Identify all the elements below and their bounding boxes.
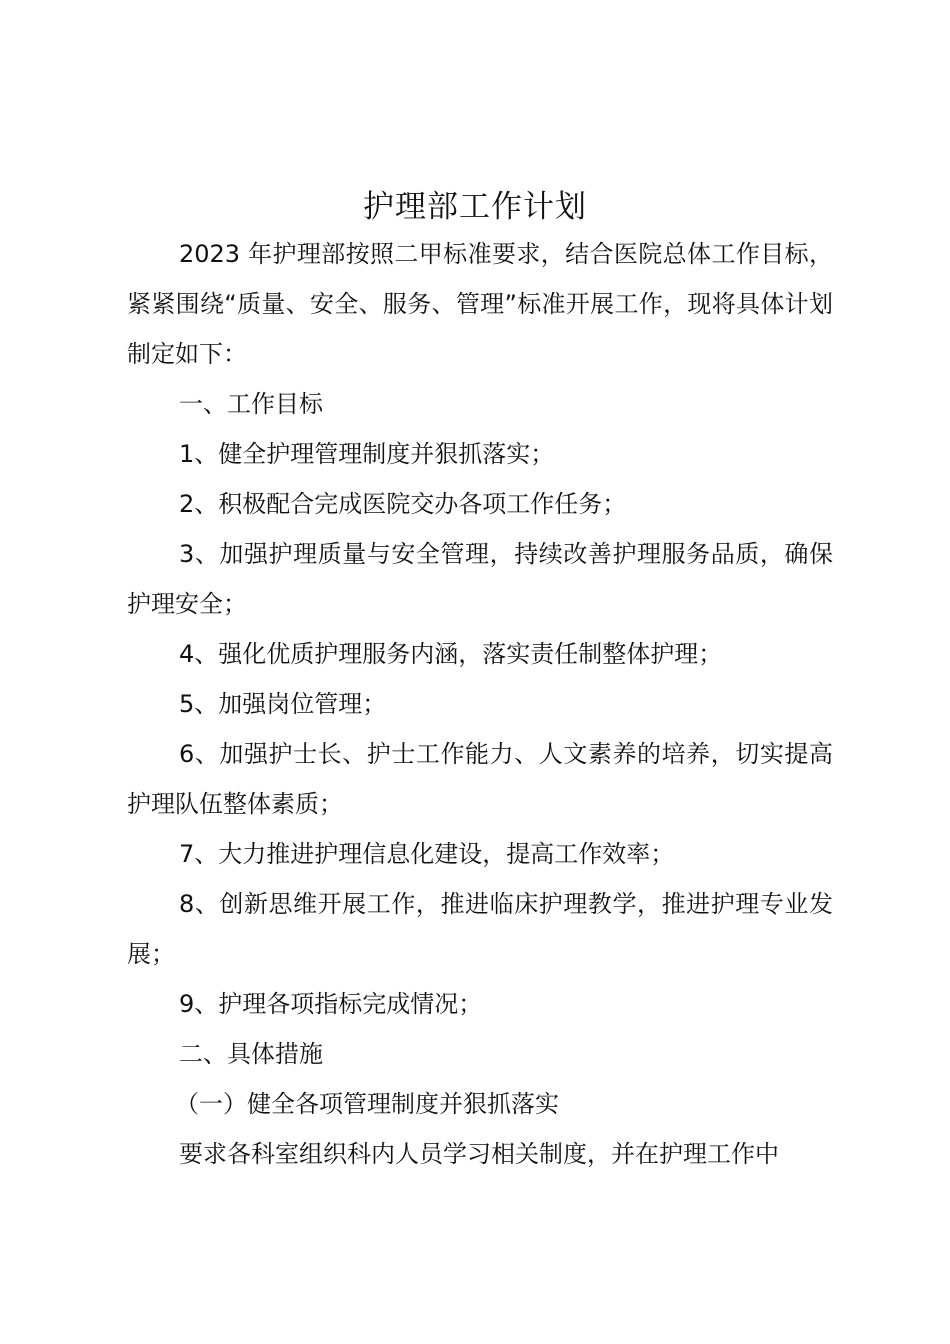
- document-body: [127, 229, 833, 1179]
- section-heading-measures: 二、具体措施: [179, 1040, 323, 1068]
- goal-item-8: 8、创新思维开展工作，推进临床护理教学，推进护理专业发展；: [127, 890, 833, 968]
- goal-item-7: 7、大力推进护理信息化建设，提高工作效率；: [179, 840, 675, 868]
- goal-item-2: 2、积极配合完成医院交办各项工作任务；: [179, 490, 627, 518]
- section-heading-goals: 一、工作目标: [179, 390, 323, 418]
- subsection-heading-1: （一）健全各项管理制度并狠抓落实: [175, 1090, 559, 1118]
- measure-paragraph-1: 要求各科室组织科内人员学习相关制度，并在护理工作中: [179, 1140, 779, 1168]
- goal-item-9: 9、护理各项指标完成情况；: [179, 990, 483, 1018]
- goal-item-4: 4、强化优质护理服务内涵，落实责任制整体护理；: [179, 640, 723, 668]
- goal-item-1: 1、健全护理管理制度并狠抓落实；: [179, 440, 555, 468]
- document-title: 护理部工作计划: [363, 189, 587, 225]
- goal-item-6: 6、加强护士长、护士工作能力、人文素养的培养，切实提高护理队伍整体素质；: [127, 740, 833, 818]
- goal-item-3: 3、加强护理质量与安全管理，持续改善护理服务品质，确保护理安全；: [127, 540, 833, 618]
- goal-item-5: 5、加强岗位管理；: [179, 690, 387, 718]
- intro-paragraph: 2023 年护理部按照二甲标准要求，结合医院总体工作目标，紧紧围绕“质量、安全、服务、管理”标准开展工作，现将具体计划制定如下：: [127, 240, 833, 368]
